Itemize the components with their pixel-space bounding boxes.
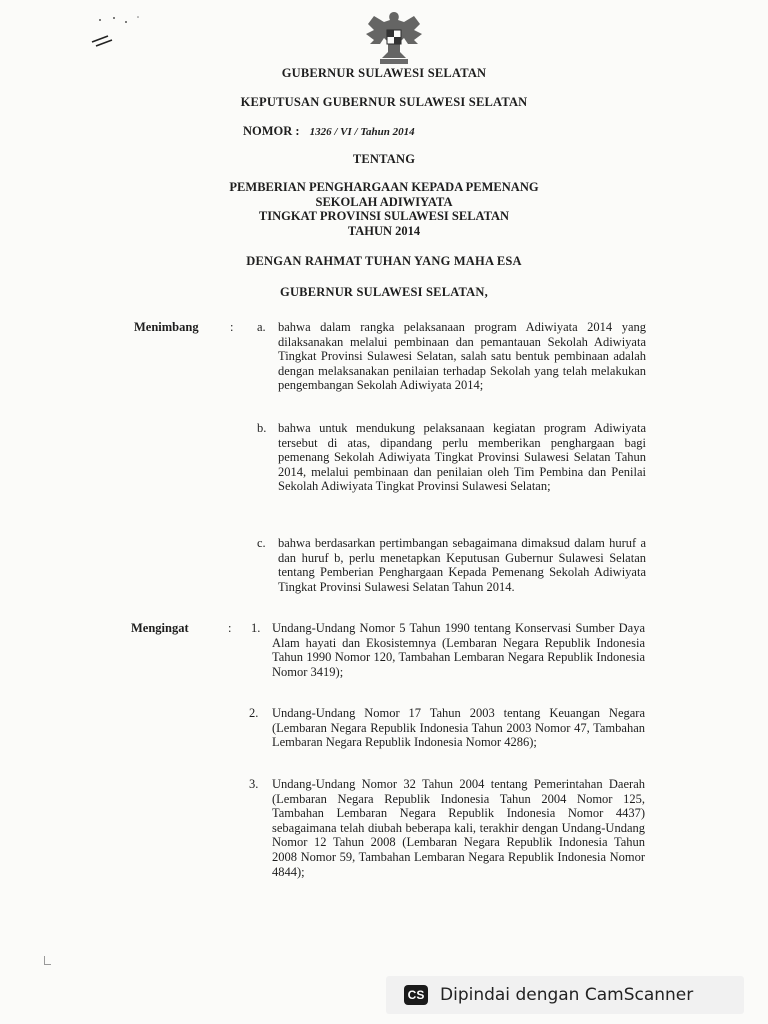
garuda-emblem-icon bbox=[362, 8, 426, 66]
menimbang-marker-b: b. bbox=[257, 421, 267, 435]
nomor-label: NOMOR : bbox=[243, 124, 300, 138]
camscanner-logo-icon: CS bbox=[404, 985, 428, 1005]
scan-corner-mark bbox=[44, 956, 51, 965]
pen-marks bbox=[86, 14, 146, 50]
decree-number bbox=[243, 124, 415, 139]
mengingat-item-1: Undang-Undang Nomor 5 Tahun 1990 tentang Konservasi Sumber Daya Alam hayati dan Ekosistemnya (Lembaran Negara Republik Indonesia Tahun 1990 Nomor 120, Tambahan Lembaran Negara Republik Indonesia Nomor 3419); bbox=[272, 621, 645, 679]
title-line: SEKOLAH ADIWIYATA bbox=[315, 194, 453, 209]
menimbang-colon: : bbox=[230, 320, 234, 334]
nomor-value: 1326 / VI / Tahun 2014 bbox=[309, 126, 415, 138]
menimbang-item-a: bahwa dalam rangka pelaksanaan program Adiwiyata 2014 yang dilaksanakan melalui pembinaan dan pemantauan Sekolah Adiwiyata Tingkat Provinsi Sulawesi Selatan, salah satu bentuk pembinaan adalah dengan melaksanakan penilaian terhadap Sekolah yang telah melakukan pengembangan Sekolah Adiwiyata 2014; bbox=[278, 320, 646, 393]
mengingat-colon: : bbox=[228, 621, 232, 635]
governor-heading: GUBERNUR SULAWESI SELATAN bbox=[281, 66, 487, 80]
menimbang-item-c: bahwa berdasarkan pertimbangan sebagaimana dimaksud dalam huruf a dan huruf b, perlu menetapkan Keputusan Gubernur Sulawesi Selatan tentang Pemberian Penghargaan Kepada Pemenang Sekolah Adiwiyata Tingkat Provinsi Sulawesi Selatan Tahun 2014. bbox=[278, 536, 646, 594]
title-line: PEMBERIAN PENGHARGAAN KEPADA PEMENANG bbox=[229, 180, 539, 194]
mengingat-item-3: Undang-Undang Nomor 32 Tahun 2004 tentang Pemerintahan Daerah (Lembaran Negara Republik Indonesia Tahun 2004 Nomor 125, Tambahan Lembaran Negara Republik Indonesia Nomor 4437) sebagaimana telah diubah beberapa kali, terakhir dengan Undang-Undang Nomor 12 Tahun 2008 (Lembaran Negara Republik Indonesia Tahun 2008 Nomor 59, Tambahan Lembaran Negara Republik Indonesia Nomor 4844); bbox=[272, 777, 645, 879]
mengingat-marker-2: 2. bbox=[249, 706, 259, 720]
menimbang-marker-a: a. bbox=[257, 320, 266, 334]
tentang-heading: TENTANG bbox=[352, 152, 416, 166]
mengingat-item-2: Undang-Undang Nomor 17 Tahun 2003 tentang Keuangan Negara (Lembaran Negara Republik Indonesia Tahun 2003 Nomor 47, Tambahan Lembaran Negara Republik Indonesia Nomor 4286); bbox=[272, 706, 645, 750]
title-line: TAHUN 2014 bbox=[347, 223, 421, 238]
title-line: TINGKAT PROVINSI SULAWESI SELATAN bbox=[258, 209, 510, 223]
mengingat-marker-1: 1. bbox=[251, 621, 261, 635]
camscanner-text: Dipindai dengan CamScanner bbox=[440, 985, 694, 1005]
decree-heading: KEPUTUSAN GUBERNUR SULAWESI SELATAN bbox=[240, 95, 528, 109]
mengingat-marker-3: 3. bbox=[249, 777, 259, 791]
mengingat-label: Mengingat bbox=[131, 621, 189, 635]
menimbang-item-b: bahwa untuk mendukung pelaksanaan kegiatan program Adiwiyata tersebut di atas, dipandang perlu memberikan penghargaan bagi pemenang Sekolah Adiwiyata Tingkat Provinsi Sulawesi Selatan Tahun 2014, melalui pembinaan dan penilaian oleh Tim Pembina dan Penilai Sekolah Adiwiyata Tingkat Provinsi Sulawesi Selatan; bbox=[278, 421, 646, 494]
decree-title bbox=[0, 180, 768, 238]
governor-salutation: GUBERNUR SULAWESI SELATAN, bbox=[280, 285, 488, 299]
menimbang-label: Menimbang bbox=[134, 320, 199, 334]
invocation: DENGAN RAHMAT TUHAN YANG MAHA ESA bbox=[246, 254, 522, 268]
camscanner-watermark bbox=[386, 976, 744, 1014]
menimbang-marker-c: c. bbox=[257, 536, 266, 550]
